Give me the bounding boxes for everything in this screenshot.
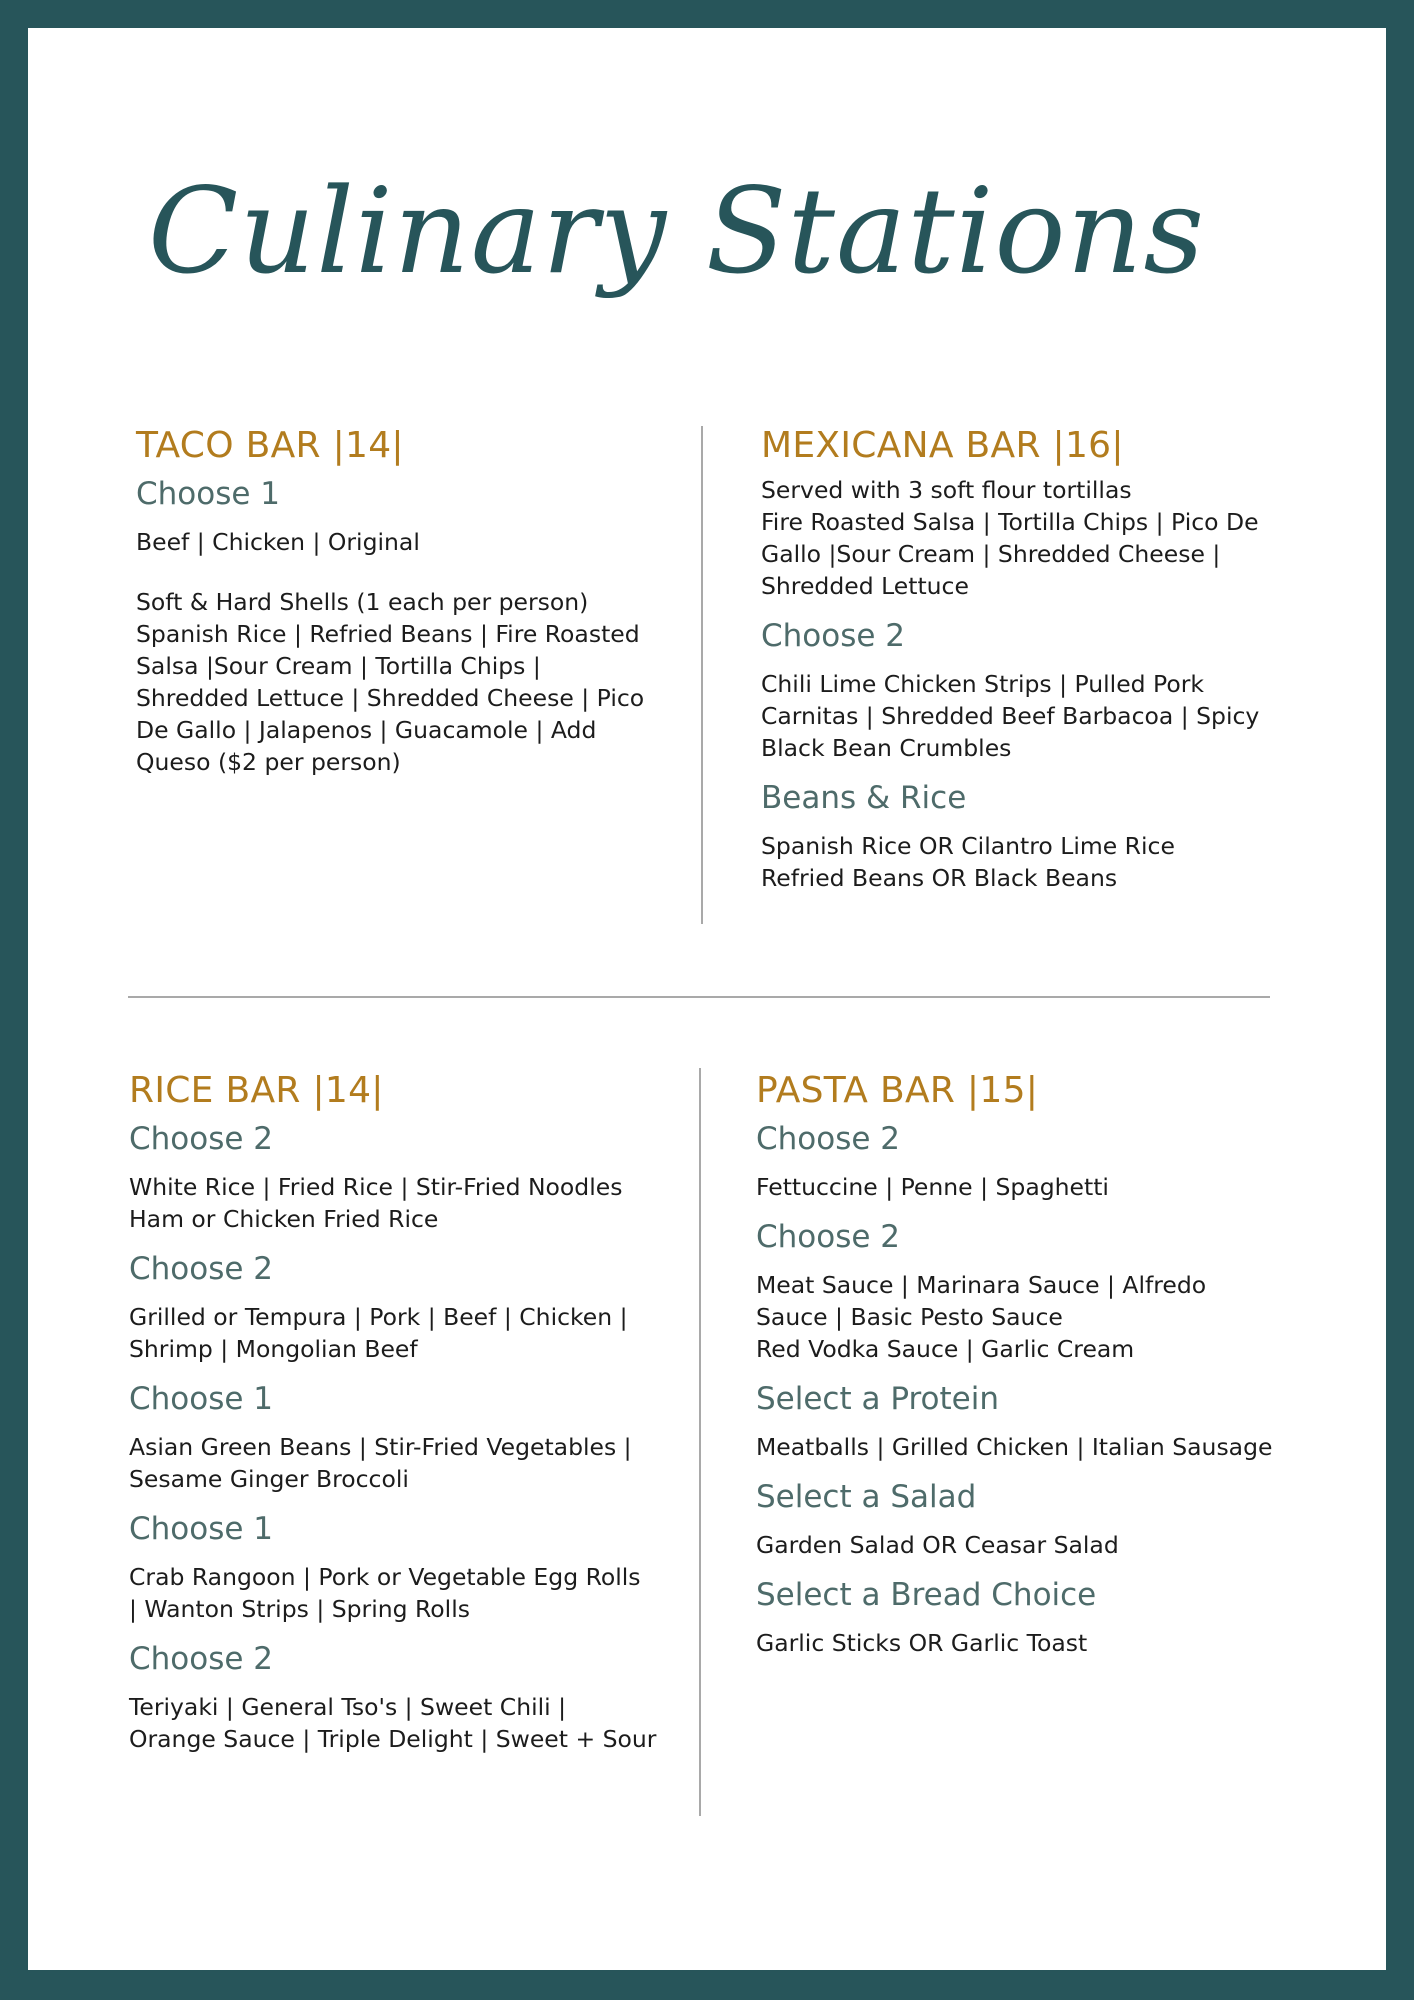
mexicana-included-items: Served with 3 soft flour tortillas Fire Roasted Salsa | Tortilla Chips | Pico De Gallo |Sour Cream | Shredded Cheese | Shredded Lettuce xyxy=(761,476,1259,600)
rice-vegetable-options: Asian Green Beans | Stir-Fried Vegetables | Sesame Ginger Broccoli xyxy=(129,1433,632,1493)
page-title: Culinary Stations xyxy=(148,162,1206,300)
pasta-bread-heading: Select a Bread Choice xyxy=(756,1577,1097,1613)
pasta-sauce-options: Meat Sauce | Marinara Sauce | Alfredo Sauce | Basic Pesto Sauce Red Vodka Sauce | Garlic Cream xyxy=(756,1271,1207,1363)
pasta-salad-options: Garden Salad OR Ceasar Salad xyxy=(756,1531,1119,1559)
rice-choose-heading-3: Choose 1 xyxy=(129,1381,274,1417)
top-column-divider xyxy=(701,426,703,924)
section-divider xyxy=(128,996,1270,998)
mexicana-bar-section xyxy=(761,424,1291,894)
pasta-salad-heading: Select a Salad xyxy=(756,1479,977,1515)
taco-included-items: Soft & Hard Shells (1 each per person) Spanish Rice | Refried Beans | Fire Roasted Salsa |Sour Cream | Tortilla Chips | Shredded Lettuce | Shredded Cheese | Pico De Gallo | Jalapenos | Guacamole | Add Queso ($2 per person) xyxy=(136,588,645,776)
rice-choose-heading-1: Choose 2 xyxy=(129,1121,274,1157)
mexicana-beans-rice-heading: Beans & Rice xyxy=(761,780,967,816)
taco-bar-heading: TACO BAR |14| xyxy=(136,425,404,466)
pasta-bread-options: Garlic Sticks OR Garlic Toast xyxy=(756,1629,1088,1657)
rice-choose-heading-5: Choose 2 xyxy=(129,1641,274,1677)
mexicana-choose-heading: Choose 2 xyxy=(761,618,906,654)
bottom-column-divider xyxy=(699,1068,701,1816)
rice-base-options: White Rice | Fried Rice | Stir-Fried Noodles Ham or Chicken Fried Rice xyxy=(129,1173,623,1233)
rice-choose-heading-4: Choose 1 xyxy=(129,1511,274,1547)
rice-protein-options: Grilled or Tempura | Pork | Beef | Chicken | Shrimp | Mongolian Beef xyxy=(129,1303,628,1363)
pasta-noodle-options: Fettuccine | Penne | Spaghetti xyxy=(756,1173,1109,1201)
taco-choose-heading: Choose 1 xyxy=(136,476,281,512)
rice-sauce-options: Teriyaki | General Tso's | Sweet Chili | Orange Sauce | Triple Delight | Sweet + Sour xyxy=(129,1693,657,1753)
rice-choose-heading-2: Choose 2 xyxy=(129,1251,274,1287)
taco-bar-section xyxy=(136,424,666,778)
pasta-bar-section xyxy=(756,1069,1286,1659)
rice-bar-heading: RICE BAR |14| xyxy=(129,1070,384,1111)
pasta-protein-heading: Select a Protein xyxy=(756,1381,1000,1417)
pasta-bar-heading: PASTA BAR |15| xyxy=(756,1070,1039,1111)
pasta-choose-heading-2: Choose 2 xyxy=(756,1219,901,1255)
pasta-protein-options: Meatballs | Grilled Chicken | Italian Sausage xyxy=(756,1433,1273,1461)
mexicana-beans-rice-options: Spanish Rice OR Cilantro Lime Rice Refried Beans OR Black Beans xyxy=(761,832,1175,892)
rice-bar-section xyxy=(129,1069,659,1755)
menu-page xyxy=(28,28,1386,1970)
mexicana-bar-heading: MEXICANA BAR |16| xyxy=(761,425,1124,466)
taco-protein-options: Beef | Chicken | Original xyxy=(136,528,420,556)
pasta-choose-heading-1: Choose 2 xyxy=(756,1121,901,1157)
mexicana-protein-options: Chili Lime Chicken Strips | Pulled Pork Carnitas | Shredded Beef Barbacoa | Spicy Black Bean Crumbles xyxy=(761,670,1260,762)
rice-appetizer-options: Crab Rangoon | Pork or Vegetable Egg Rolls | Wanton Strips | Spring Rolls xyxy=(129,1563,641,1623)
